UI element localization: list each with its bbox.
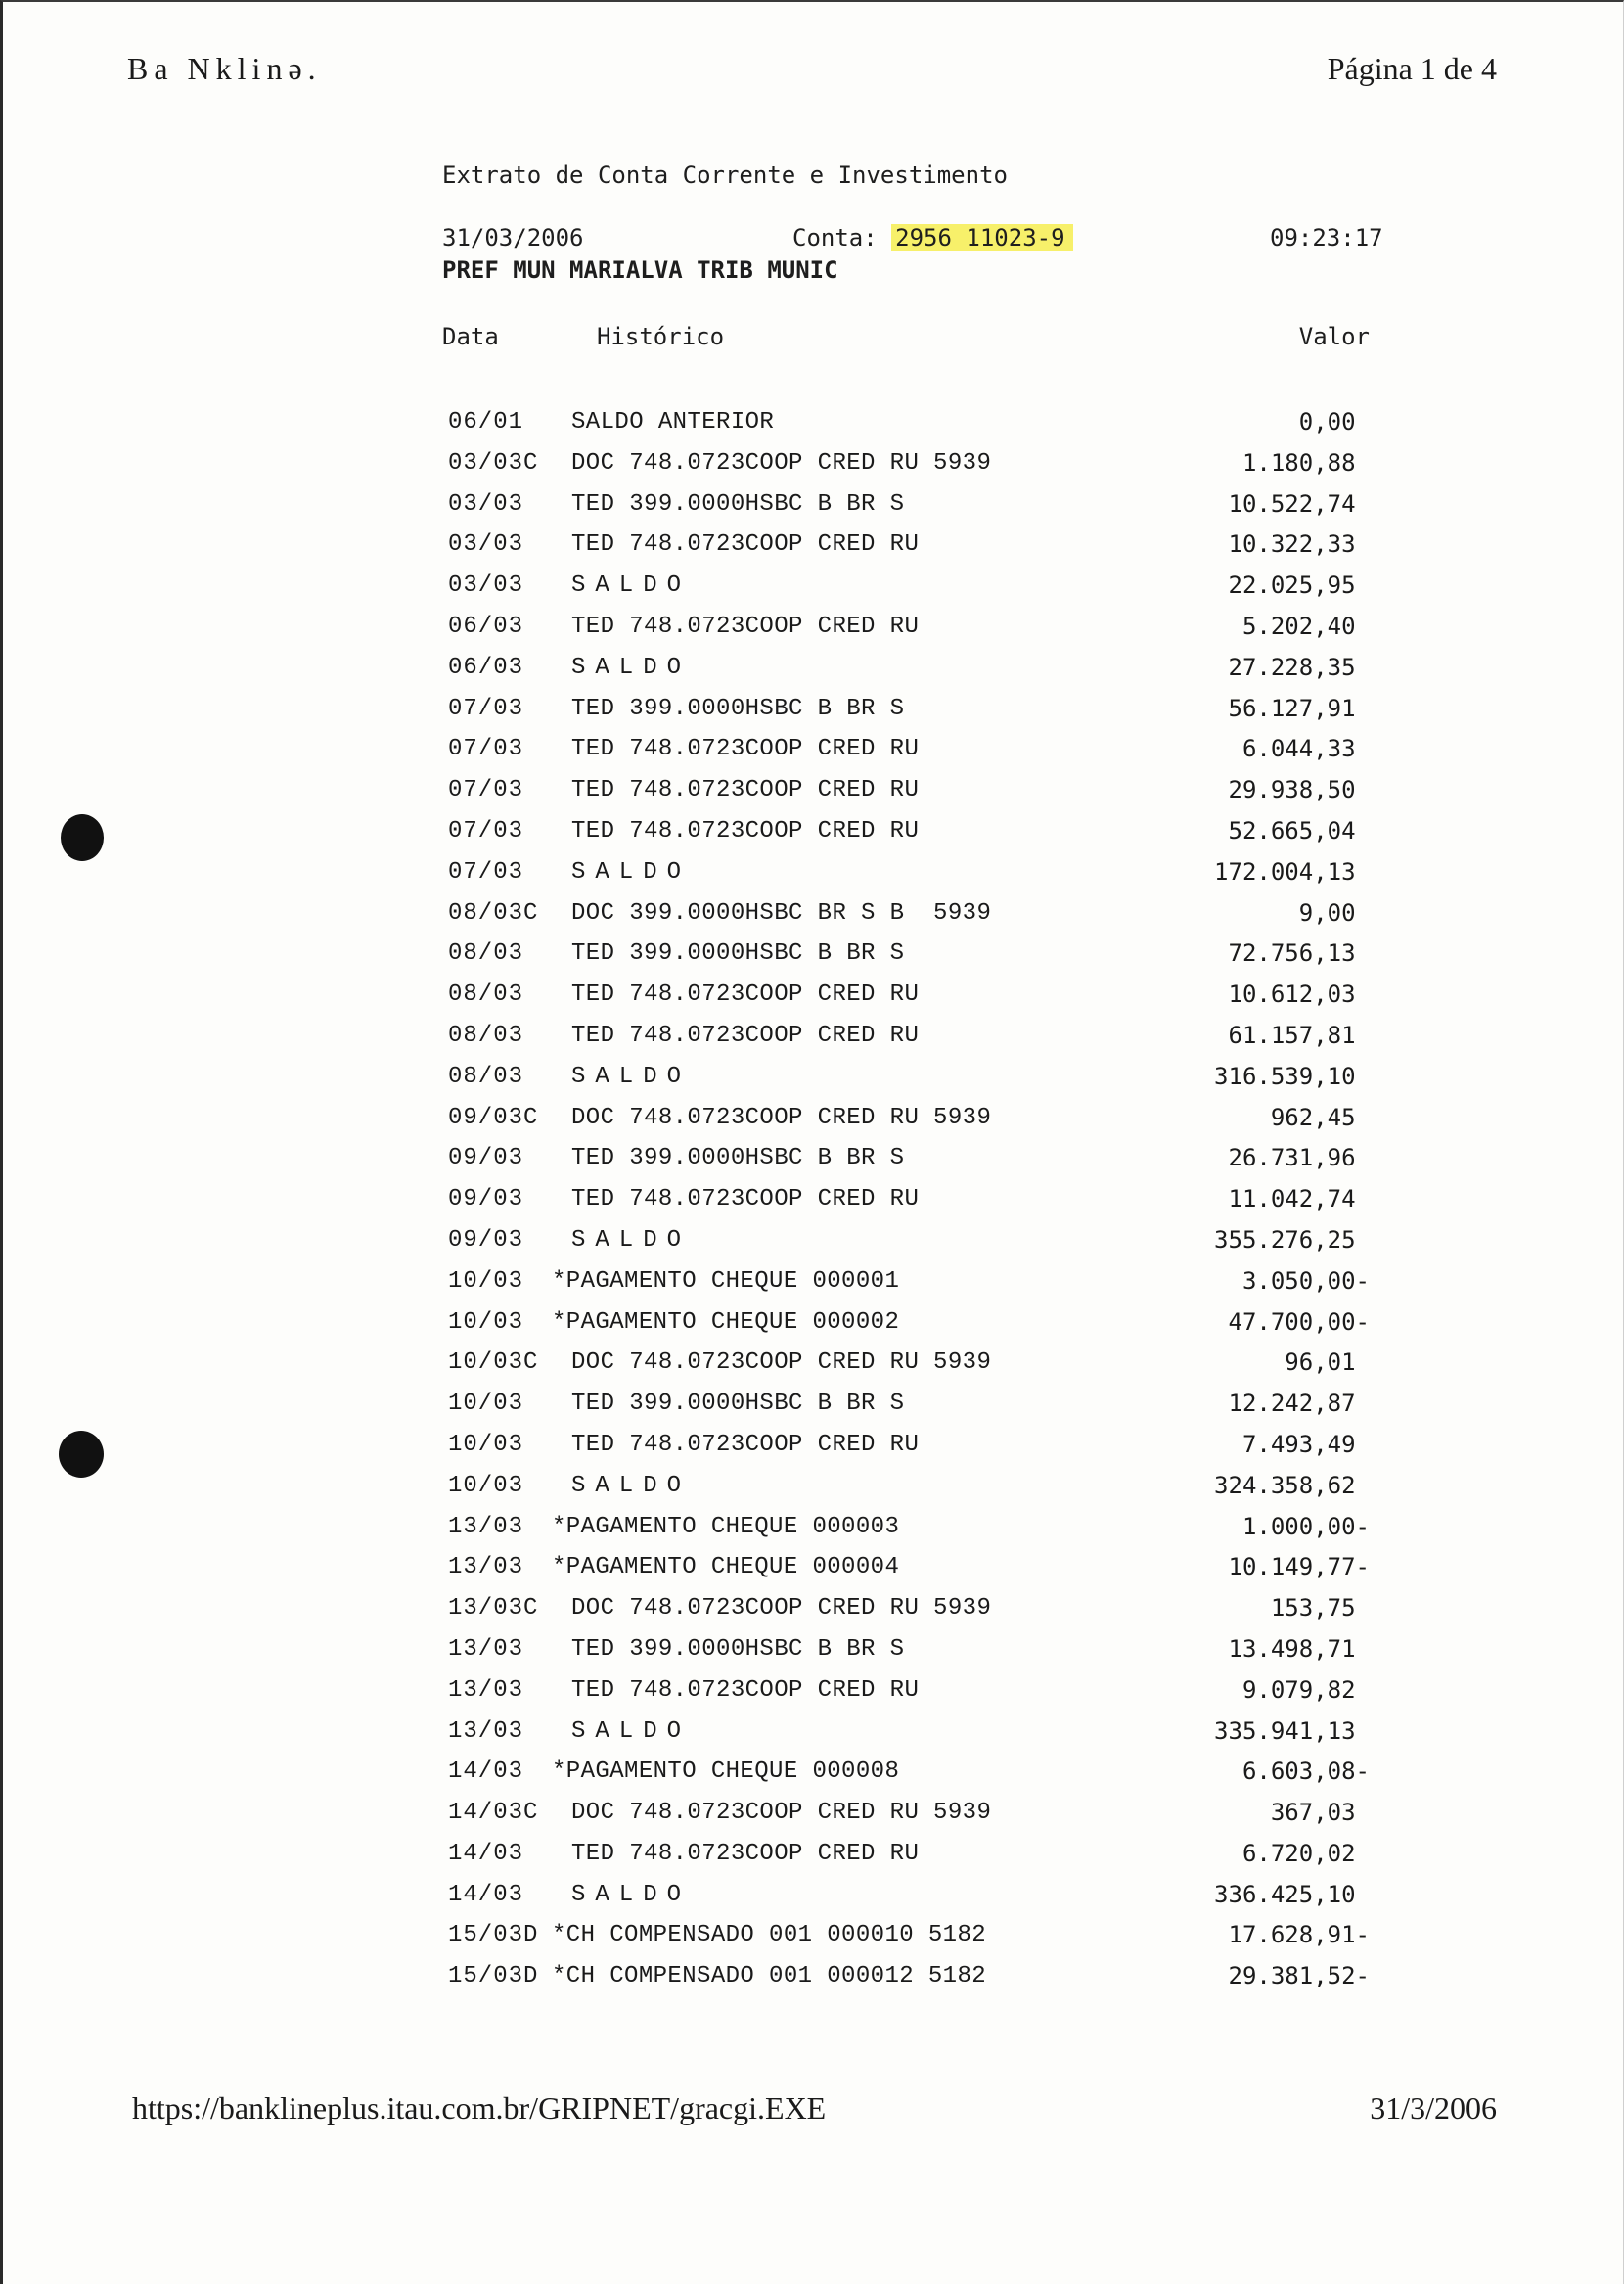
punch-hole-mark bbox=[59, 1431, 104, 1478]
transaction-description: SALDO bbox=[571, 1472, 692, 1499]
transaction-description: TED 748.0723COOP CRED RU bbox=[571, 777, 920, 804]
transaction-description: SALDO bbox=[571, 1881, 692, 1908]
transaction-description: TED 748.0723COOP CRED RU bbox=[571, 736, 920, 763]
transaction-date: 14/03C bbox=[448, 1800, 539, 1827]
transaction-amount: 10.612,03 bbox=[1228, 981, 1370, 1009]
transaction-description: SALDO ANTERIOR bbox=[571, 409, 775, 435]
transaction-date: 13/03 bbox=[448, 1513, 524, 1540]
transaction-date: 13/03 bbox=[448, 1717, 524, 1745]
transaction-row bbox=[442, 1261, 1370, 1302]
transaction-date: 09/03 bbox=[448, 1226, 524, 1254]
footer-date: 31/3/2006 bbox=[1370, 2090, 1497, 2125]
transaction-row bbox=[442, 484, 1370, 525]
transaction-date: 13/03 bbox=[448, 1676, 524, 1704]
transaction-amount: 26.731,96 bbox=[1228, 1144, 1370, 1172]
transaction-row bbox=[442, 1915, 1370, 1956]
transaction-amount: 324.358,62 bbox=[1214, 1471, 1370, 1499]
transaction-row bbox=[442, 1547, 1370, 1588]
account-number-highlight: 2956 11023-9 bbox=[891, 224, 1072, 251]
transaction-row bbox=[442, 1466, 1370, 1507]
transaction-description: DOC 748.0723COOP CRED RU 5939 bbox=[571, 1349, 992, 1377]
transaction-amount: 3.050,00- bbox=[1241, 1266, 1370, 1295]
transaction-date: 10/03 bbox=[448, 1391, 524, 1418]
transaction-amount: 355.276,25 bbox=[1214, 1225, 1370, 1254]
transaction-row bbox=[442, 1956, 1370, 1997]
transaction-row bbox=[442, 648, 1370, 689]
transaction-date: 08/03C bbox=[448, 899, 539, 927]
transaction-row bbox=[442, 1875, 1370, 1916]
transaction-description: *PAGAMENTO CHEQUE 000002 bbox=[552, 1308, 900, 1336]
transaction-row bbox=[442, 607, 1370, 648]
transaction-amount: 27.228,35 bbox=[1228, 653, 1370, 681]
transaction-amount: 17.628,91- bbox=[1228, 1921, 1370, 1949]
transaction-date: 09/03 bbox=[448, 1145, 524, 1172]
transaction-amount: 13.498,71 bbox=[1228, 1634, 1370, 1663]
transaction-date: 07/03 bbox=[448, 817, 524, 845]
transaction-amount: 52.665,04 bbox=[1228, 816, 1370, 845]
transaction-date: 14/03 bbox=[448, 1881, 524, 1908]
footer-url: https://banklineplus.itau.com.br/GRIPNET/gracgi.EXE bbox=[132, 2090, 827, 2125]
transaction-description: TED 748.0723COOP CRED RU bbox=[571, 982, 920, 1009]
transaction-date: 06/03 bbox=[448, 613, 524, 640]
statement-title: Extrato de Conta Corrente e Investimento bbox=[442, 161, 1008, 189]
transaction-row bbox=[442, 1343, 1370, 1384]
transaction-amount: 56.127,91 bbox=[1228, 694, 1370, 722]
transaction-amount: 336.425,10 bbox=[1214, 1880, 1370, 1908]
transaction-date: 03/03 bbox=[448, 572, 524, 600]
transaction-amount: 10.149,77- bbox=[1228, 1553, 1370, 1581]
transaction-row bbox=[442, 729, 1370, 770]
transaction-description: SALDO bbox=[571, 654, 692, 681]
transaction-row bbox=[442, 689, 1370, 730]
transaction-row bbox=[442, 566, 1370, 607]
transaction-date: 06/03 bbox=[448, 654, 524, 681]
account-label: Conta: bbox=[792, 224, 878, 251]
transaction-date: 10/03 bbox=[448, 1431, 524, 1458]
transaction-date: 03/03 bbox=[448, 490, 524, 518]
column-header-date: Data bbox=[442, 323, 499, 350]
transaction-list bbox=[442, 402, 1370, 1997]
transaction-row bbox=[442, 1752, 1370, 1793]
transaction-row bbox=[442, 852, 1370, 893]
transaction-amount: 22.025,95 bbox=[1228, 571, 1370, 600]
page-indicator: Página 1 de 4 bbox=[1327, 51, 1497, 86]
transaction-amount: 335.941,13 bbox=[1214, 1716, 1370, 1745]
transaction-date: 10/03C bbox=[448, 1349, 539, 1377]
transaction-row bbox=[442, 1016, 1370, 1057]
transaction-row bbox=[442, 1138, 1370, 1179]
transaction-date: 08/03 bbox=[448, 1063, 524, 1090]
transaction-date: 13/03 bbox=[448, 1635, 524, 1663]
transaction-description: *PAGAMENTO CHEQUE 000003 bbox=[552, 1513, 900, 1540]
transaction-date: 15/03D bbox=[448, 1963, 539, 1990]
transaction-description: SALDO bbox=[571, 572, 692, 600]
transaction-amount: 61.157,81 bbox=[1228, 1021, 1370, 1049]
transaction-amount: 10.522,74 bbox=[1228, 489, 1370, 518]
transaction-row bbox=[442, 1179, 1370, 1220]
transaction-row bbox=[442, 893, 1370, 935]
transaction-description: TED 399.0000HSBC B BR S bbox=[571, 940, 905, 968]
transaction-description: *PAGAMENTO CHEQUE 000004 bbox=[552, 1554, 900, 1581]
transaction-date: 08/03 bbox=[448, 982, 524, 1009]
transaction-row bbox=[442, 1793, 1370, 1834]
transaction-amount: 6.603,08- bbox=[1241, 1758, 1370, 1786]
transaction-description: DOC 748.0723COOP CRED RU 5939 bbox=[571, 1800, 992, 1827]
transaction-row bbox=[442, 443, 1370, 484]
transaction-amount: 10.322,33 bbox=[1228, 530, 1370, 559]
transaction-row bbox=[442, 1425, 1370, 1466]
transaction-amount: 9,00 bbox=[1298, 898, 1370, 927]
transaction-amount: 962,45 bbox=[1270, 1103, 1370, 1131]
transaction-description: TED 748.0723COOP CRED RU bbox=[571, 817, 920, 845]
transaction-date: 13/03C bbox=[448, 1595, 539, 1622]
transaction-description: DOC 748.0723COOP CRED RU 5939 bbox=[571, 1595, 992, 1622]
transaction-description: TED 748.0723COOP CRED RU bbox=[571, 613, 920, 640]
transaction-date: 07/03 bbox=[448, 777, 524, 804]
transaction-row bbox=[442, 770, 1370, 811]
transaction-amount: 11.042,74 bbox=[1228, 1185, 1370, 1213]
transaction-row bbox=[442, 934, 1370, 975]
transaction-date: 07/03 bbox=[448, 695, 524, 722]
transaction-amount: 172.004,13 bbox=[1214, 857, 1370, 886]
transaction-amount: 316.539,10 bbox=[1214, 1062, 1370, 1090]
transaction-row bbox=[442, 1712, 1370, 1753]
transaction-description: TED 399.0000HSBC B BR S bbox=[571, 1145, 905, 1172]
transaction-amount: 7.493,49 bbox=[1241, 1430, 1370, 1458]
transaction-date: 10/03 bbox=[448, 1267, 524, 1295]
transaction-row bbox=[442, 1629, 1370, 1670]
transaction-description: TED 748.0723COOP CRED RU bbox=[571, 531, 920, 559]
transaction-amount: 1.180,88 bbox=[1241, 448, 1370, 477]
transaction-description: TED 748.0723COOP CRED RU bbox=[571, 1840, 920, 1867]
transaction-date: 06/01 bbox=[448, 409, 524, 435]
transaction-row bbox=[442, 1220, 1370, 1261]
transaction-date: 10/03 bbox=[448, 1472, 524, 1499]
transaction-row bbox=[442, 1302, 1370, 1344]
transaction-description: SALDO bbox=[571, 1063, 692, 1090]
transaction-amount: 1.000,00- bbox=[1241, 1512, 1370, 1540]
transaction-description: SALDO bbox=[571, 1226, 692, 1254]
transaction-amount: 6.044,33 bbox=[1241, 735, 1370, 763]
transaction-date: 13/03 bbox=[448, 1554, 524, 1581]
transaction-description: *PAGAMENTO CHEQUE 000001 bbox=[552, 1267, 900, 1295]
transaction-amount: 367,03 bbox=[1270, 1799, 1370, 1827]
account-holder: PREF MUN MARIALVA TRIB MUNIC bbox=[442, 256, 838, 284]
transaction-description: TED 748.0723COOP CRED RU bbox=[571, 1186, 920, 1213]
transaction-row bbox=[442, 402, 1370, 443]
transaction-row bbox=[442, 1834, 1370, 1875]
transaction-amount: 29.938,50 bbox=[1228, 776, 1370, 804]
column-header-value: Valor bbox=[1298, 323, 1370, 350]
transaction-row bbox=[442, 1384, 1370, 1425]
transaction-description: TED 399.0000HSBC B BR S bbox=[571, 1391, 905, 1418]
transaction-description: SALDO bbox=[571, 858, 692, 886]
punch-hole-mark bbox=[61, 814, 104, 861]
transaction-amount: 12.242,87 bbox=[1228, 1390, 1370, 1418]
transaction-amount: 0,00 bbox=[1298, 408, 1370, 435]
transaction-description: TED 399.0000HSBC B BR S bbox=[571, 490, 905, 518]
transaction-date: 03/03C bbox=[448, 449, 539, 477]
transaction-description: TED 748.0723COOP CRED RU bbox=[571, 1676, 920, 1704]
transaction-date: 09/03C bbox=[448, 1104, 539, 1131]
transaction-description: DOC 748.0723COOP CRED RU 5939 bbox=[571, 449, 992, 477]
brand-header: Ba Nklinə. bbox=[127, 51, 322, 86]
transaction-description: TED 748.0723COOP CRED RU bbox=[571, 1022, 920, 1049]
transaction-row bbox=[442, 1670, 1370, 1712]
transaction-amount: 153,75 bbox=[1270, 1594, 1370, 1622]
transaction-description: *CH COMPENSADO 001 000012 5182 bbox=[552, 1963, 987, 1990]
transaction-date: 15/03D bbox=[448, 1922, 539, 1949]
transaction-date: 09/03 bbox=[448, 1186, 524, 1213]
column-header-history: Histórico bbox=[597, 323, 725, 350]
transaction-description: TED 399.0000HSBC B BR S bbox=[571, 1635, 905, 1663]
transaction-date: 14/03 bbox=[448, 1759, 524, 1786]
transaction-amount: 6.720,02 bbox=[1241, 1839, 1370, 1867]
transaction-row bbox=[442, 525, 1370, 566]
transaction-amount: 47.700,00- bbox=[1228, 1307, 1370, 1336]
transaction-date: 03/03 bbox=[448, 531, 524, 559]
transaction-description: DOC 399.0000HSBC BR S B 5939 bbox=[571, 899, 992, 927]
transaction-description: TED 748.0723COOP CRED RU bbox=[571, 1431, 920, 1458]
transaction-amount: 9.079,82 bbox=[1241, 1675, 1370, 1704]
statement-time: 09:23:17 bbox=[1270, 224, 1383, 251]
transaction-amount: 29.381,52- bbox=[1228, 1962, 1370, 1990]
transaction-row bbox=[442, 1057, 1370, 1098]
transaction-description: *CH COMPENSADO 001 000010 5182 bbox=[552, 1922, 987, 1949]
transaction-date: 07/03 bbox=[448, 858, 524, 886]
transaction-date: 14/03 bbox=[448, 1840, 524, 1867]
transaction-row bbox=[442, 1098, 1370, 1139]
transaction-date: 10/03 bbox=[448, 1308, 524, 1336]
transaction-row bbox=[442, 1588, 1370, 1629]
transaction-description: TED 399.0000HSBC B BR S bbox=[571, 695, 905, 722]
account-info bbox=[792, 224, 1073, 251]
transaction-amount: 5.202,40 bbox=[1241, 612, 1370, 640]
transaction-amount: 96,01 bbox=[1285, 1348, 1370, 1377]
transaction-date: 08/03 bbox=[448, 1022, 524, 1049]
transaction-row bbox=[442, 1507, 1370, 1548]
transaction-row bbox=[442, 811, 1370, 852]
transaction-row bbox=[442, 975, 1370, 1016]
transaction-description: DOC 748.0723COOP CRED RU 5939 bbox=[571, 1104, 992, 1131]
statement-date: 31/03/2006 bbox=[442, 224, 584, 251]
transaction-description: *PAGAMENTO CHEQUE 000008 bbox=[552, 1759, 900, 1786]
transaction-date: 07/03 bbox=[448, 736, 524, 763]
transaction-description: SALDO bbox=[571, 1717, 692, 1745]
transaction-date: 08/03 bbox=[448, 940, 524, 968]
transaction-amount: 72.756,13 bbox=[1228, 939, 1370, 968]
